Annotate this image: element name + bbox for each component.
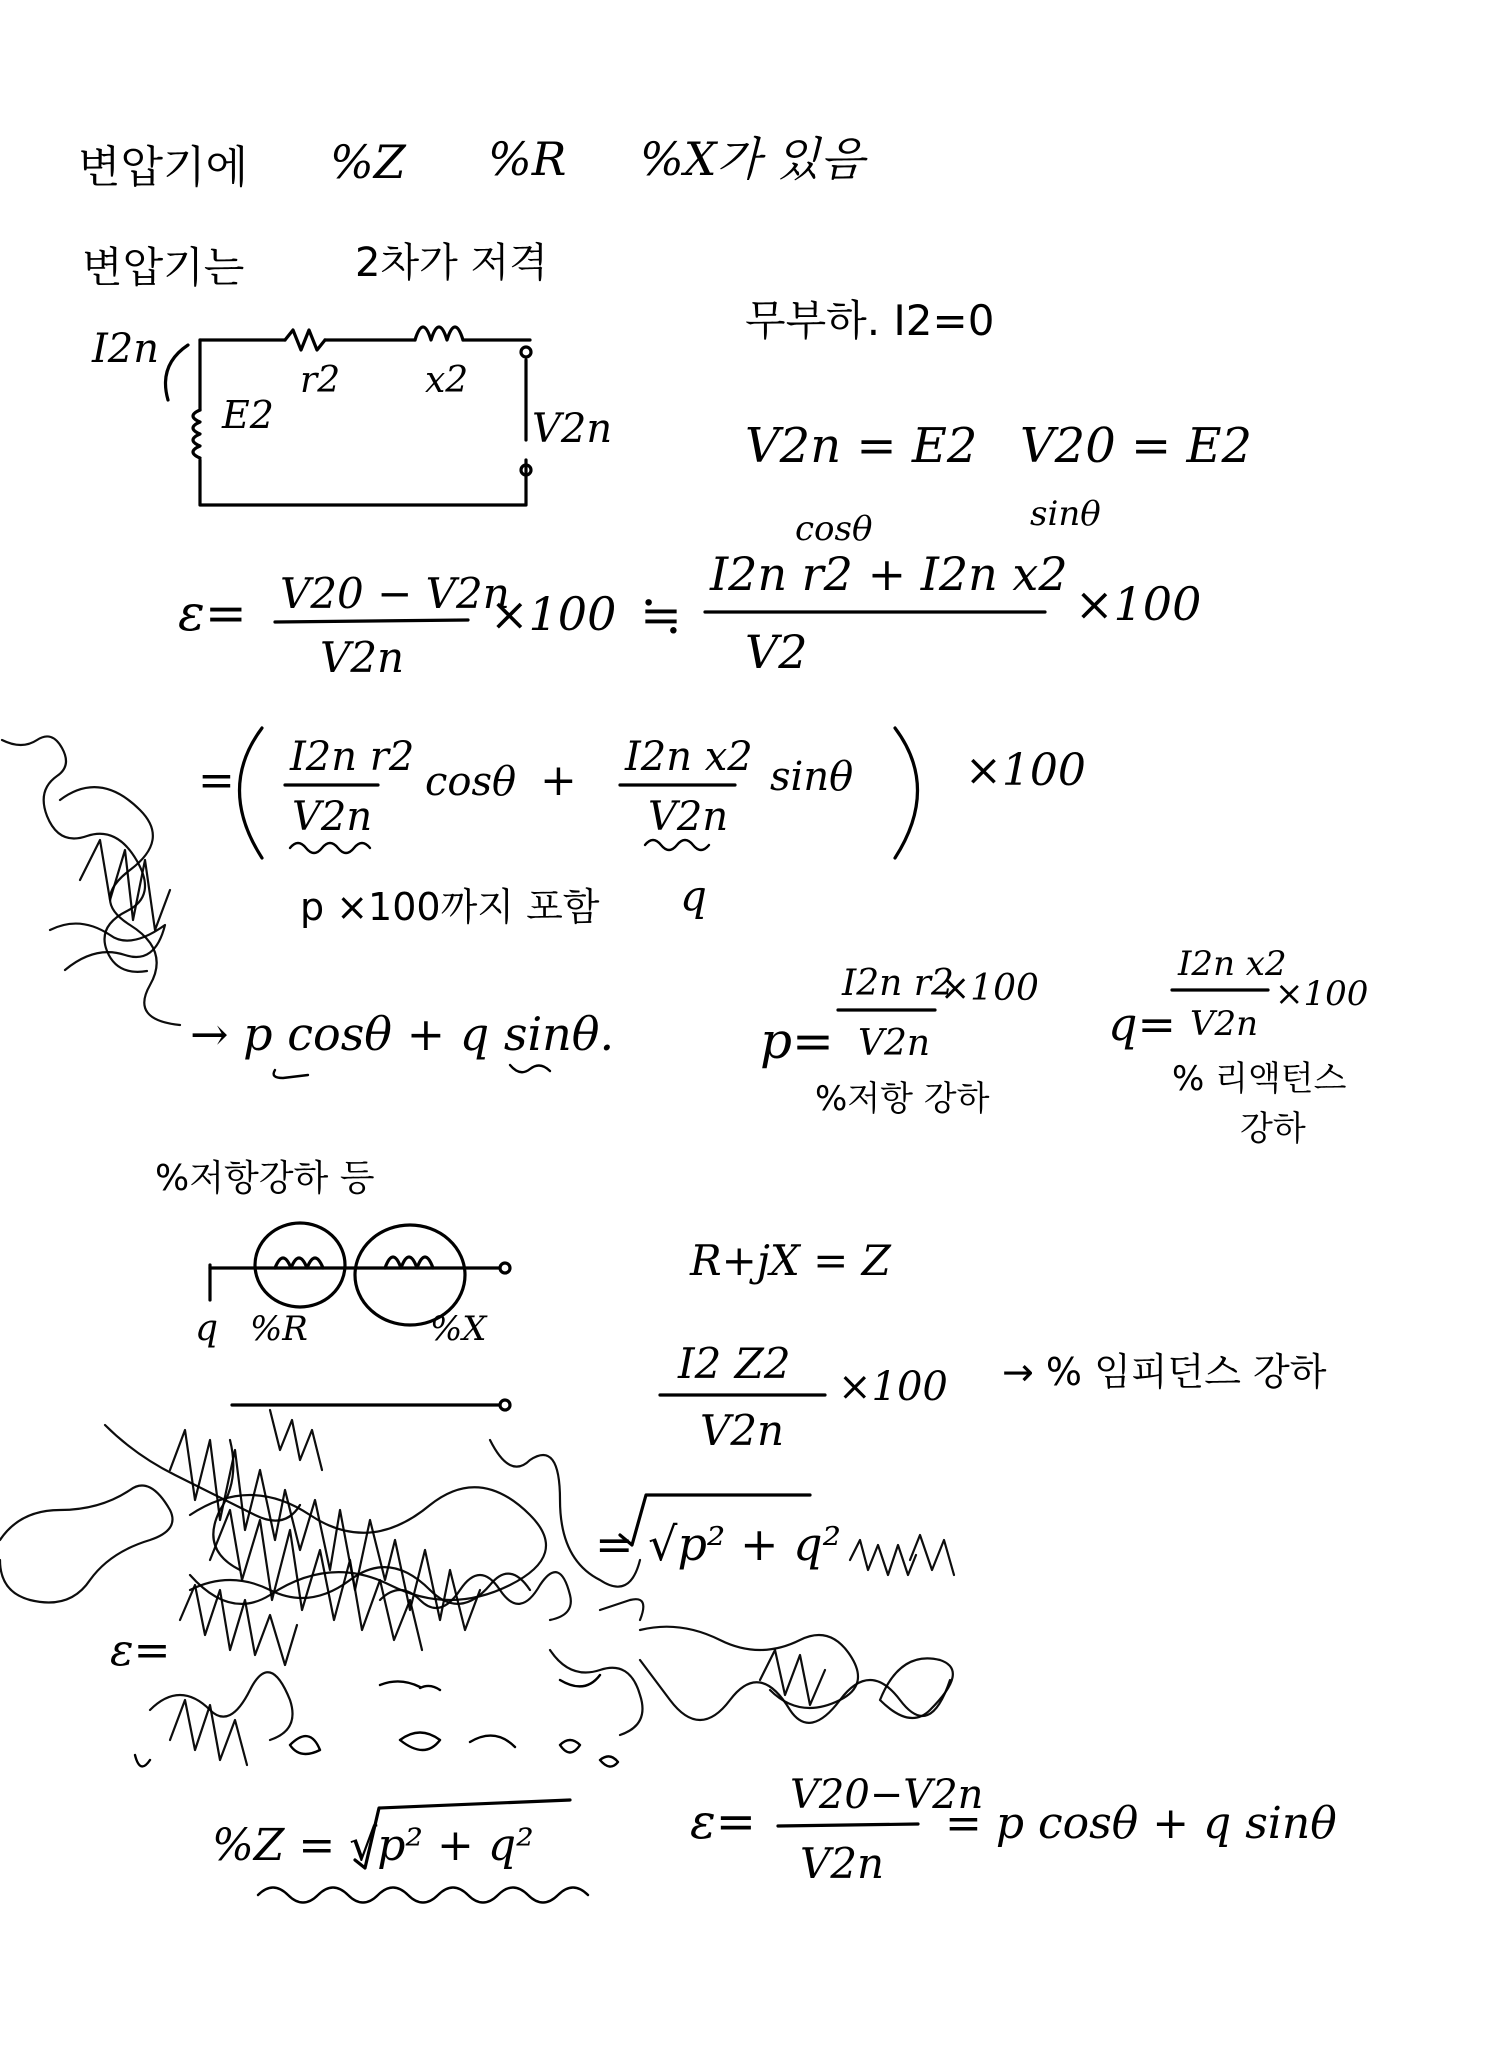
scribble-k	[180, 1585, 297, 1665]
line1-item-z: %Z	[330, 135, 406, 189]
scribble-h	[190, 1487, 546, 1604]
eps1-lhs: ε=	[178, 584, 247, 642]
current-arrow-arc	[166, 345, 189, 400]
result-q-underline	[510, 1065, 550, 1072]
scribble-v	[850, 1540, 916, 1575]
circuit2-resistor-circle	[255, 1223, 345, 1307]
pct-z-final: %Z = √p² + q²	[212, 1820, 534, 1871]
result-text: → p cosθ + q sinθ.	[190, 1007, 615, 1061]
circuit2-terminal-top	[500, 1263, 510, 1273]
inductor-symbol	[415, 327, 463, 340]
scribble-r	[640, 1627, 858, 1708]
p-def-caption: %저항 강하	[815, 1079, 990, 1119]
eps2-cos: cosθ	[425, 759, 517, 805]
circuit2-terminal-bottom	[500, 1400, 510, 1410]
pctz-arrow: → % 임피던스 강하	[1002, 1350, 1327, 1394]
eps1-num: V20 − V2n	[280, 569, 510, 618]
eps2-plus: +	[540, 755, 577, 806]
scribble-x	[150, 1672, 293, 1740]
line2-right: 2차가 저격	[355, 240, 548, 286]
sqrt1-text: = √p² + q²	[595, 1517, 842, 1571]
scribble-l	[380, 1572, 571, 1620]
eps2-right-paren	[895, 728, 918, 858]
eps1-den2: V2	[745, 625, 808, 679]
eq-v2n: V2n = E2	[745, 418, 978, 474]
scribble-o	[270, 1410, 322, 1470]
eps2-times: ×100	[965, 745, 1086, 796]
circuit2-r-label: %R	[250, 1309, 308, 1349]
sin-note: sinθ	[1030, 494, 1101, 534]
scribble-t	[760, 1650, 825, 1705]
p-note: p ×100까지 포함	[300, 885, 600, 929]
q-def-num: I2n x2	[1178, 944, 1287, 984]
section2-title: %저항강하 등	[155, 1158, 375, 1199]
line1	[78, 132, 868, 193]
eps1-times2: ×100	[1075, 577, 1202, 631]
eps2-sin: sinθ	[770, 754, 854, 800]
terminal-voltage-label: V2n	[532, 406, 613, 452]
eps1-num2: I2n r2 + I2n x2	[710, 547, 1068, 601]
q-def-times: ×100	[1275, 974, 1369, 1014]
p-def-den: V2n	[858, 1023, 931, 1064]
q-def-caption1: % 리액턴스	[1172, 1059, 1347, 1099]
scribble-aa	[380, 1675, 600, 1690]
pct-z-final-underline	[258, 1888, 588, 1903]
epsilon-equation-1	[178, 547, 1201, 682]
pctz-num: I2 Z2	[678, 1339, 791, 1388]
final-rhs: = p cosθ + q sinθ	[945, 1798, 1337, 1849]
scribbled-area	[0, 1410, 954, 1767]
final-den: V2n	[800, 1839, 885, 1888]
bottom-block	[212, 1772, 1337, 1903]
line2-left: 변압기는	[82, 243, 245, 292]
source-label: E2	[222, 393, 274, 437]
scribble-e	[0, 1486, 173, 1603]
result-p-underline	[274, 1070, 308, 1078]
reactor-label: x2	[425, 360, 469, 401]
eps2-left-paren	[240, 728, 263, 858]
scribble-p	[550, 1650, 643, 1735]
circuit1-terminal-top	[521, 347, 531, 357]
pctz-times: ×100	[838, 1364, 948, 1410]
circuit1-bottom-wire	[200, 460, 526, 505]
circuit2-reactor-symbol	[385, 1257, 433, 1268]
line1-item-r: %R	[488, 132, 567, 186]
eq-v20: V20 = E2	[1020, 418, 1253, 474]
eps2-frac1-num: I2n r2	[290, 734, 415, 780]
rjx-text: R+jX = Z	[690, 1236, 891, 1285]
p-def-times: ×100	[940, 968, 1039, 1009]
pctz-den: V2n	[700, 1406, 785, 1455]
noload-block	[745, 296, 1252, 549]
noload-text: 무부하. I2=0	[745, 296, 995, 345]
circuit2-x-label: %X	[430, 1309, 487, 1349]
scribble-d	[50, 924, 165, 970]
epsilon-scribbled: ε=	[110, 1625, 171, 1676]
eps2-frac2-num: I2n x2	[625, 734, 753, 780]
line1-label: 변압기에	[78, 142, 249, 193]
final-lhs: ε=	[690, 1794, 756, 1850]
eps1-den: V2n	[320, 633, 405, 682]
eps1-approx: ≒	[640, 586, 682, 644]
circuit2-source: q	[195, 1308, 219, 1349]
eps2-frac2-underline	[645, 840, 709, 850]
q-def-lhs: q=	[1108, 997, 1176, 1051]
line2	[82, 240, 548, 292]
eps2-frac2-den: V2n	[648, 794, 729, 840]
resistor-label: r2	[300, 360, 341, 401]
q-def-den: V2n	[1190, 1004, 1259, 1044]
eps2-eq: =	[198, 755, 235, 806]
scribble-c	[80, 840, 170, 930]
eps1-times: ×100	[490, 587, 617, 641]
p-def-num: I2n r2	[842, 963, 954, 1004]
eps2-frac1-underline	[290, 843, 370, 853]
left-margin-scribble	[2, 736, 180, 1025]
q-note: q	[680, 871, 707, 920]
p-def-lhs: p=	[760, 1012, 834, 1070]
circuit-1	[91, 326, 612, 505]
current-label: I2n	[92, 326, 160, 372]
section-2	[155, 1158, 1327, 1455]
resistor-symbol	[285, 330, 325, 350]
final-bar	[778, 1824, 918, 1826]
result-block	[190, 944, 1368, 1149]
line1-item-x: %X가 있음	[640, 132, 865, 186]
scribble-z	[135, 1733, 618, 1767]
q-def-caption2: 강하	[1240, 1109, 1306, 1149]
eps2-frac1-den: V2n	[292, 794, 373, 840]
source-coil-symbol	[193, 410, 200, 458]
eps1-fraction-bar	[275, 620, 468, 622]
scribble-q	[600, 1599, 643, 1620]
final-num: V20−V2n	[790, 1772, 984, 1818]
scribble-b	[60, 787, 180, 1025]
epsilon-equation-2	[198, 728, 1086, 929]
scribble-u	[880, 1658, 953, 1718]
cos-note: cosθ	[795, 509, 873, 549]
